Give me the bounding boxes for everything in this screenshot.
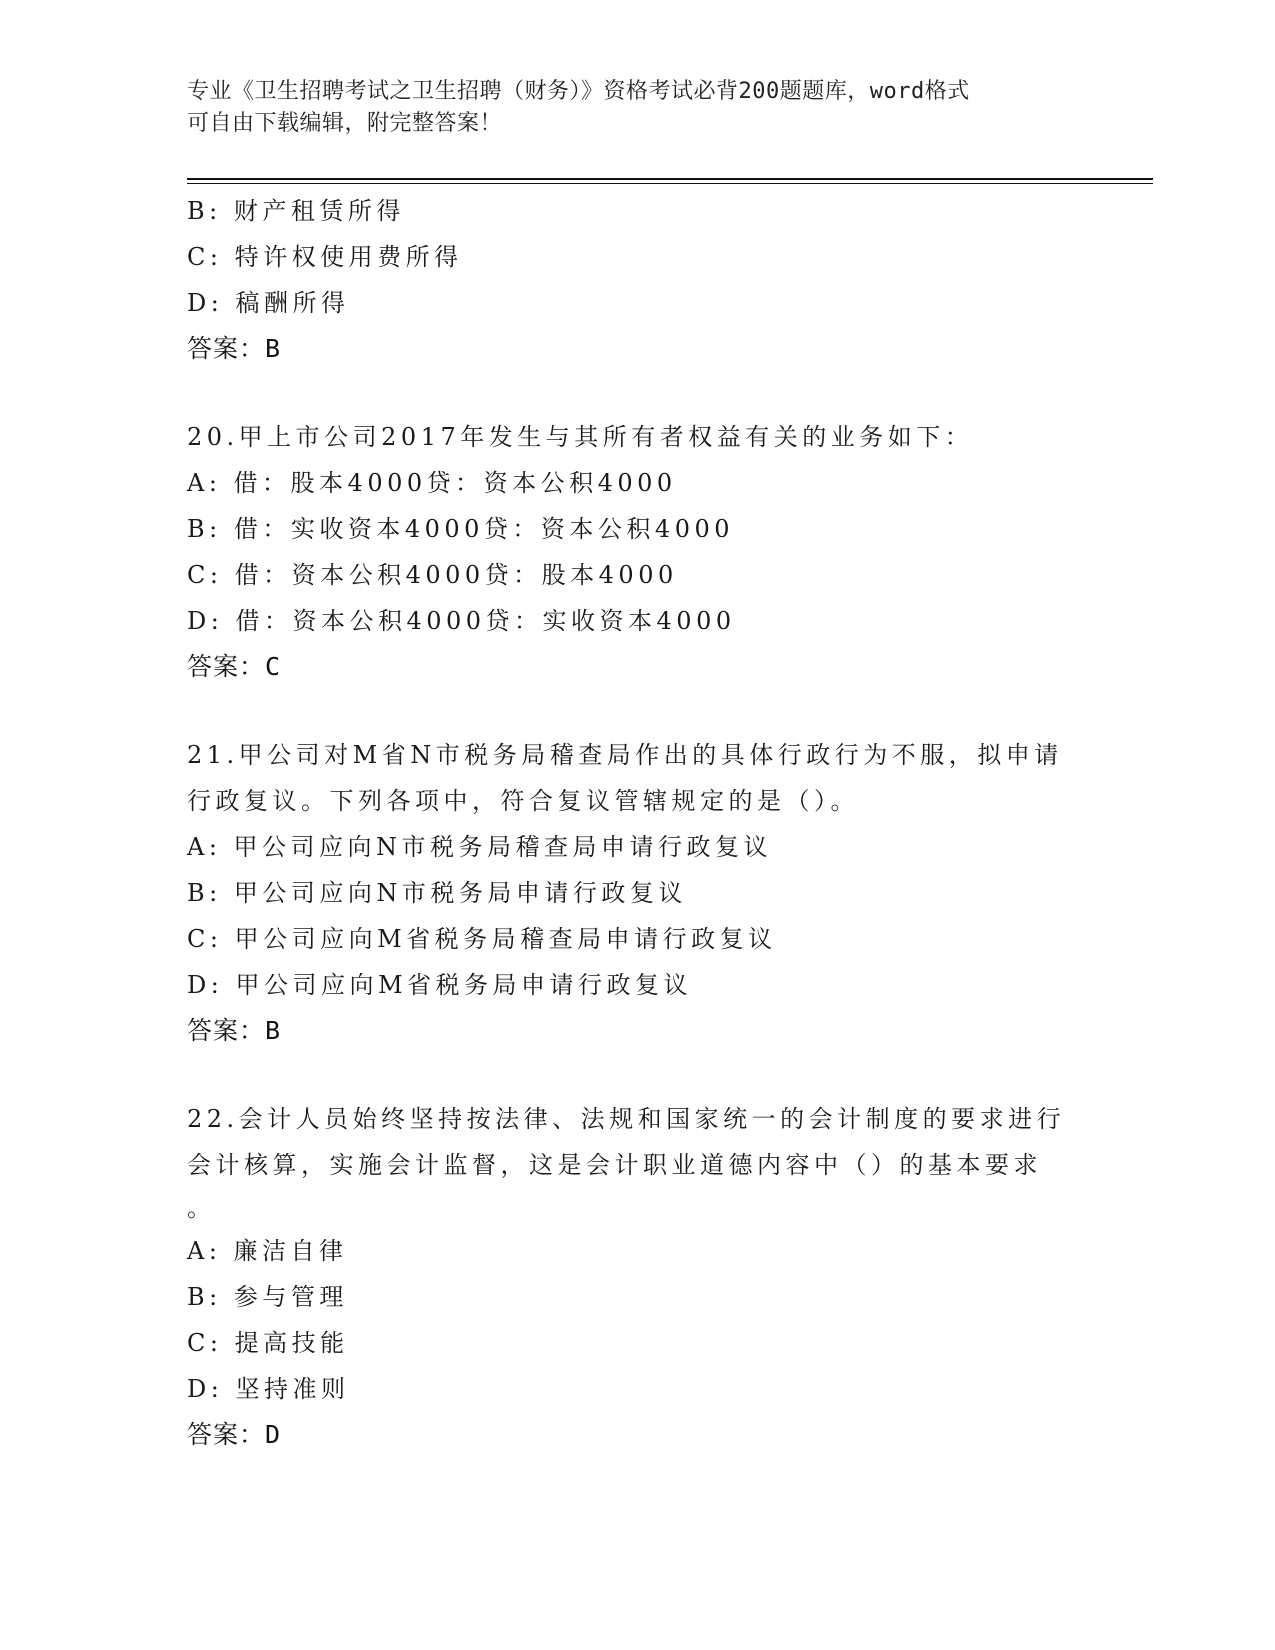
option-b: B: 甲公司应向N市税务局申请行政复议 — [187, 879, 687, 907]
option-a: A: 借：股本4000贷：资本公积4000 — [187, 469, 677, 497]
question-stem-line-2: 会计核算，实施会计监督，这是会计职业道德内容中（）的基本要求 — [187, 1151, 1042, 1179]
option-a: A: 廉洁自律 — [187, 1237, 348, 1265]
header-line-2: 可自由下载编辑，附完整答案！ — [187, 111, 503, 136]
question-stem-line-1: 21.甲公司对M省N市税务局稽查局作出的具体行政行为不服，拟申请 — [187, 741, 1063, 769]
option-c: C: 提高技能 — [187, 1329, 349, 1357]
answer: 答案：D — [187, 1420, 282, 1449]
option-c: C: 特许权使用费所得 — [187, 243, 463, 271]
option-b: B: 财产租赁所得 — [187, 197, 405, 225]
option-c: C: 借：资本公积4000贷：股本4000 — [187, 561, 678, 589]
option-d: D: 甲公司应向M省税务局申请行政复议 — [187, 971, 693, 999]
question-22 — [187, 1096, 1087, 1458]
question-stem-line-1: 22.会计人员始终坚持按法律、法规和国家统一的会计制度的要求进行 — [187, 1105, 1066, 1133]
option-d: D: 借：资本公积4000贷：实收资本4000 — [187, 607, 736, 635]
answer: 答案：C — [187, 652, 282, 681]
option-b: B: 参与管理 — [187, 1283, 348, 1311]
header-divider-thick — [187, 178, 1153, 180]
option-c: C: 甲公司应向M省税务局稽查局申请行政复议 — [187, 925, 777, 953]
answer: 答案：B — [187, 334, 282, 363]
option-a: A: 甲公司应向N市税务局稽查局申请行政复议 — [187, 833, 773, 861]
question-21 — [187, 732, 1087, 1054]
option-d: D: 稿酬所得 — [187, 289, 350, 317]
option-d: D: 坚持准则 — [187, 1375, 350, 1403]
question-stem-line-3: 。 — [187, 1194, 211, 1222]
question-stem: 20.甲上市公司2017年发生与其所有者权益有关的业务如下： — [187, 423, 974, 451]
question-list — [187, 188, 1087, 1458]
question-stem-line-2: 行政复议。下列各项中，符合复议管辖规定的是（）。 — [187, 787, 859, 815]
answer: 答案：B — [187, 1016, 282, 1045]
header-divider-thin — [187, 183, 1153, 184]
question-20 — [187, 414, 1087, 690]
document-header — [187, 76, 1087, 140]
option-b: B: 借：实收资本4000贷：资本公积4000 — [187, 515, 735, 543]
header-line-1: 专业《卫生招聘考试之卫生招聘（财务）》资格考试必背200题题库，word格式 — [187, 79, 970, 104]
question-19 — [187, 188, 1087, 372]
